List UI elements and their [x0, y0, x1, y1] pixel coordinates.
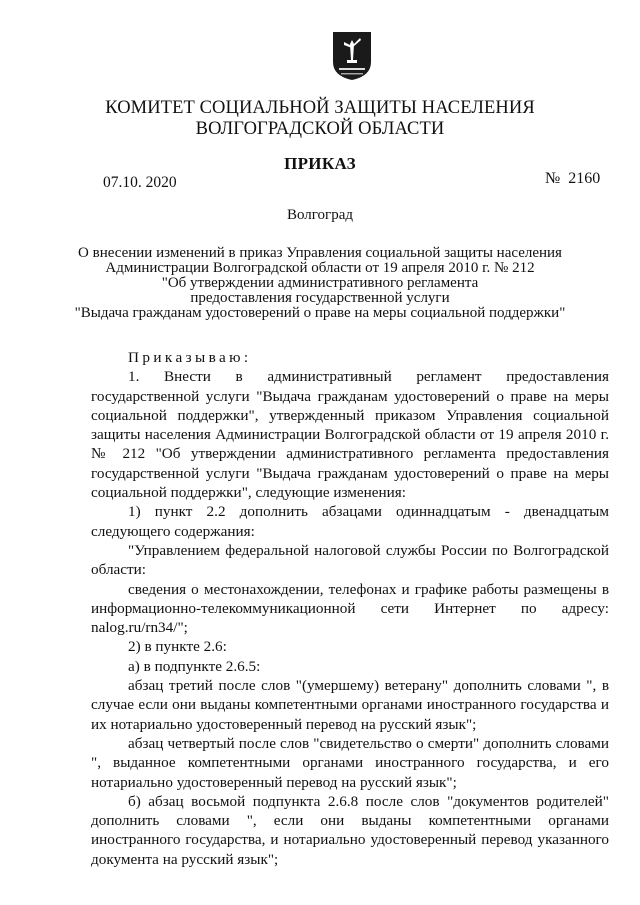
document-city: Волгоград	[286, 207, 353, 223]
volgograd-coat-of-arms-icon	[331, 30, 373, 82]
paragraph-3: "Управлением федеральной налоговой службы России по Волгоградской области:	[91, 541, 609, 579]
title-line: Администрации Волгоградской области от 19 апреля 2010 г. № 212	[105, 260, 535, 276]
title-line: О внесении изменений в приказ Управления социальной защиты населения	[78, 245, 562, 261]
paragraph-2: 1) пункт 2.2 дополнить абзацами одиннадцатым - двенадцатым следующего содержания:	[91, 503, 609, 540]
organization-line-1: КОМИТЕТ СОЦИАЛЬНОЙ ЗАЩИТЫ НАСЕЛЕНИЯ	[105, 98, 535, 118]
organization-line-2: ВОЛГОГРАДСКОЙ ОБЛАСТИ	[195, 119, 445, 139]
title-line: предоставления государственной услуги	[190, 290, 450, 306]
document-title	[60, 246, 580, 321]
title-line: "Об утверждении административного регламента	[161, 275, 479, 291]
paragraph-8: абзац четвертый после слов "свидетельство о смерти" дополнить словами ", выданное компетентными органами иностранного государства, и его нотариально удостоверенный перевод на русский язык";	[91, 734, 609, 791]
paragraph-4: сведения о местонахождении, телефонах и графике работы размещены в информационно-телекоммуникационной сети Интернет по адресу: nalog.ru/rn34/";	[91, 580, 609, 637]
number-value: 2160	[568, 170, 601, 187]
number-sign: №	[545, 170, 561, 187]
organization-name	[0, 98, 640, 140]
paragraph-1: 1. Внести в административный регламент предоставления государственной услуги "Выдача гражданам удостоверений о праве на меры социальной поддержки", утвержденный приказом Управления социальной защиты населения Администрации Волгоградской области от 19 апреля 2010 г. № 212 "Об утверждении административного регламента предоставления государственной услуги "Выдача гражданам удостоверений о праве на меры социальной поддержки", следующие изменения:	[91, 368, 609, 502]
paragraph-9: б) абзац восьмой подпункта 2.6.8 после слов "документов родителей" дополнить словами ", если они выданы компетентными органами иностранного государства, и нотариально удостоверенный перевод указанного документа на русский язык";	[91, 792, 609, 868]
paragraph-7: абзац третий после слов "(умершему) ветерану" дополнить словами ", в случае если они выданы компетентными органами иностранного государства и их нотариально удостоверенный перевод на русский язык";	[91, 677, 609, 733]
paragraph-6: а) в подпункте 2.6.5:	[128, 657, 261, 675]
directive: Приказываю:	[128, 349, 252, 366]
title-line: "Выдача гражданам удостоверений о праве на меры социальной поддержки"	[74, 305, 566, 321]
paragraph-5: 2) в пункте 2.6:	[128, 638, 227, 656]
document-type: ПРИКАЗ	[284, 154, 356, 173]
document-number	[545, 170, 600, 188]
document-body	[91, 348, 609, 869]
document-date: 07.10. 2020	[103, 174, 177, 191]
